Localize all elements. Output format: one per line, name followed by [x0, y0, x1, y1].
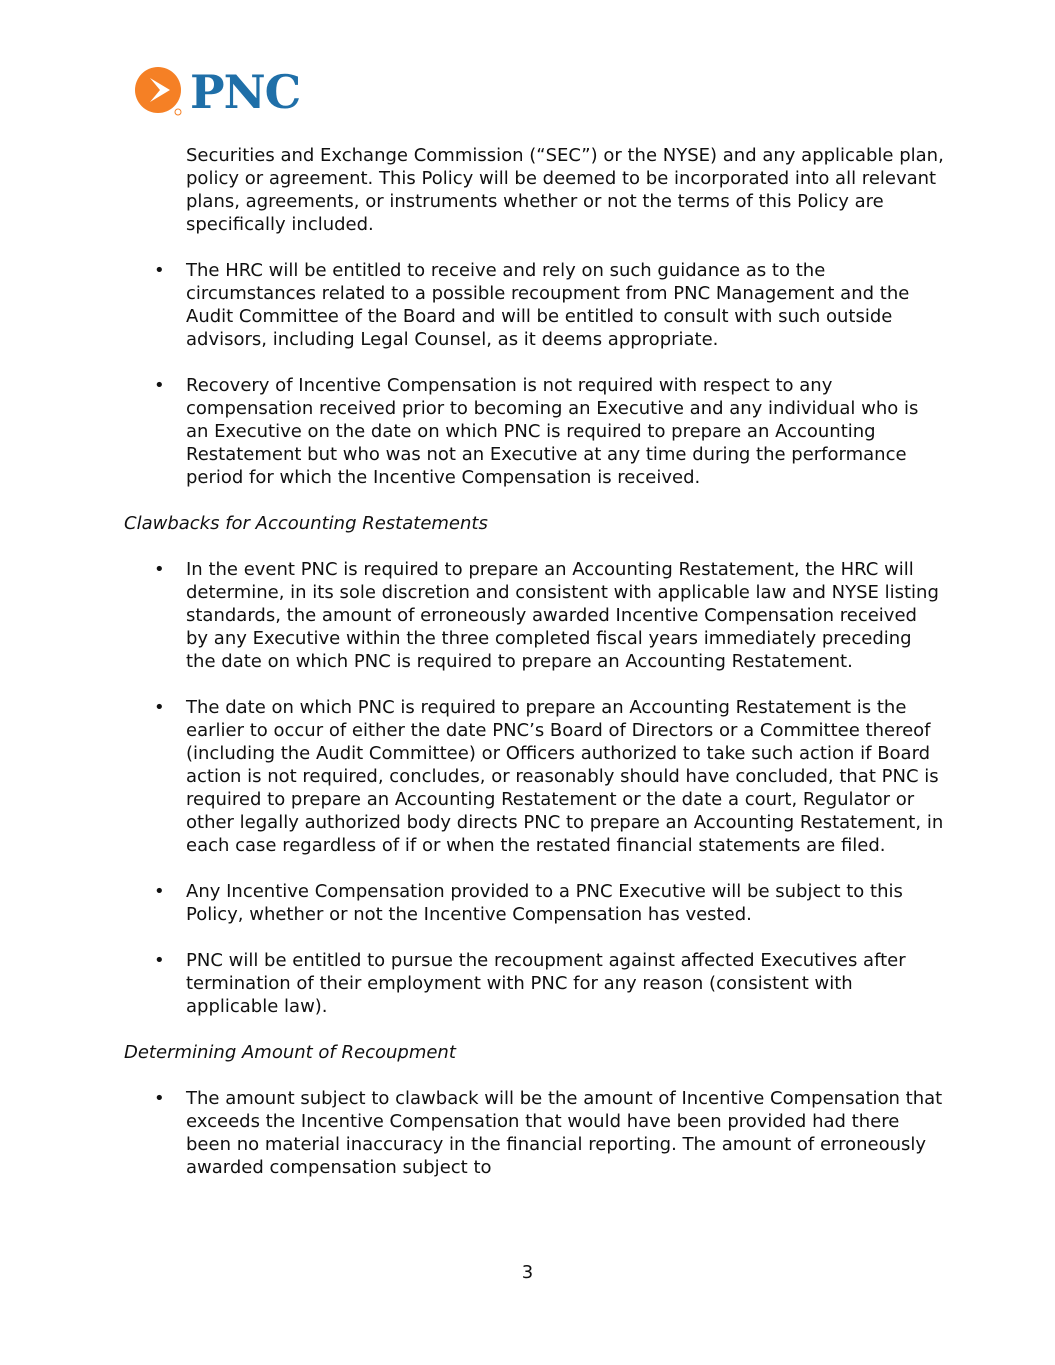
pnc-logo-icon	[134, 66, 186, 118]
bullet-text: The HRC will be entitled to receive and rely on such guidance as to the circumstances related to a possible recoupment from PNC Management and the Audit Committee of the Board and will be entitled to consult with such outside advisors, including Legal Counsel, as it deems appropriate.	[186, 260, 910, 350]
bullet-icon: •	[154, 950, 165, 971]
bullet-text: Any Incentive Compensation provided to a PNC Executive will be subject to this Policy, whether or not the Incentive Compensation has vested.	[186, 881, 903, 925]
document-body	[124, 144, 944, 1179]
bullet-item	[124, 1087, 944, 1179]
page-number: 3	[521, 1262, 534, 1283]
bullet-item	[124, 949, 944, 1018]
bullet-icon: •	[154, 881, 165, 902]
bullet-icon: •	[154, 1088, 165, 1109]
pnc-logo	[134, 66, 300, 118]
bullet-icon: •	[154, 260, 165, 281]
bullet-icon: •	[154, 697, 165, 718]
intro-paragraph: Securities and Exchange Commission (“SEC”) or the NYSE) and any applicable plan, policy or agreement. This Policy will be deemed to be incorporated into all relevant plans, agreements, or instruments whether or not the terms of this Policy are specifically included.	[186, 145, 944, 235]
bullet-item	[124, 558, 944, 673]
bullet-icon: •	[154, 559, 165, 580]
bullet-item	[124, 259, 944, 351]
section-heading-clawbacks: Clawbacks for Accounting Restatements	[124, 513, 488, 534]
section-heading-determining: Determining Amount of Recoupment	[124, 1042, 456, 1063]
bullet-item	[124, 374, 944, 489]
bullet-text: In the event PNC is required to prepare an Accounting Restatement, the HRC will determine, in its sole discretion and consistent with applicable law and NYSE listing standards, the amount of erroneously awarded Incentive Compensation received by any Executive within the three completed fiscal years immediately preceding the date on which PNC is required to prepare an Accounting Restatement.	[186, 559, 939, 672]
bullet-text: The date on which PNC is required to prepare an Accounting Restatement is the earlier to occur of either the date PNC’s Board of Directors or a Committee thereof (including the Audit Committee) or Officers authorized to take such action if Board action is not required, concludes, or reasonably should have concluded, that PNC is required to prepare an Accounting Restatement or the date a court, Regulator or other legally authorized body directs PNC to prepare an Accounting Restatement, in each case regardless of if or when the restated financial statements are filed.	[186, 697, 944, 856]
bullet-item	[124, 880, 944, 926]
bullet-item	[124, 696, 944, 857]
bullet-text: The amount subject to clawback will be the amount of Incentive Compensation that exceeds the Incentive Compensation that would have been provided had there been no material inaccuracy in the financial reporting. The amount of erroneously awarded compensation subject to	[186, 1088, 943, 1178]
bullet-icon: •	[154, 375, 165, 396]
bullet-text: PNC will be entitled to pursue the recoupment against affected Executives after termination of their employment with PNC for any reason (consistent with applicable law).	[186, 950, 906, 1017]
bullet-text: Recovery of Incentive Compensation is not required with respect to any compensation received prior to becoming an Executive and any individual who is an Executive on the date on which PNC is required to prepare an Accounting Restatement but who was not an Executive at any time during the performance period for which the Incentive Compensation is received.	[186, 375, 919, 488]
pnc-logo-wordmark: PNC	[190, 65, 301, 119]
